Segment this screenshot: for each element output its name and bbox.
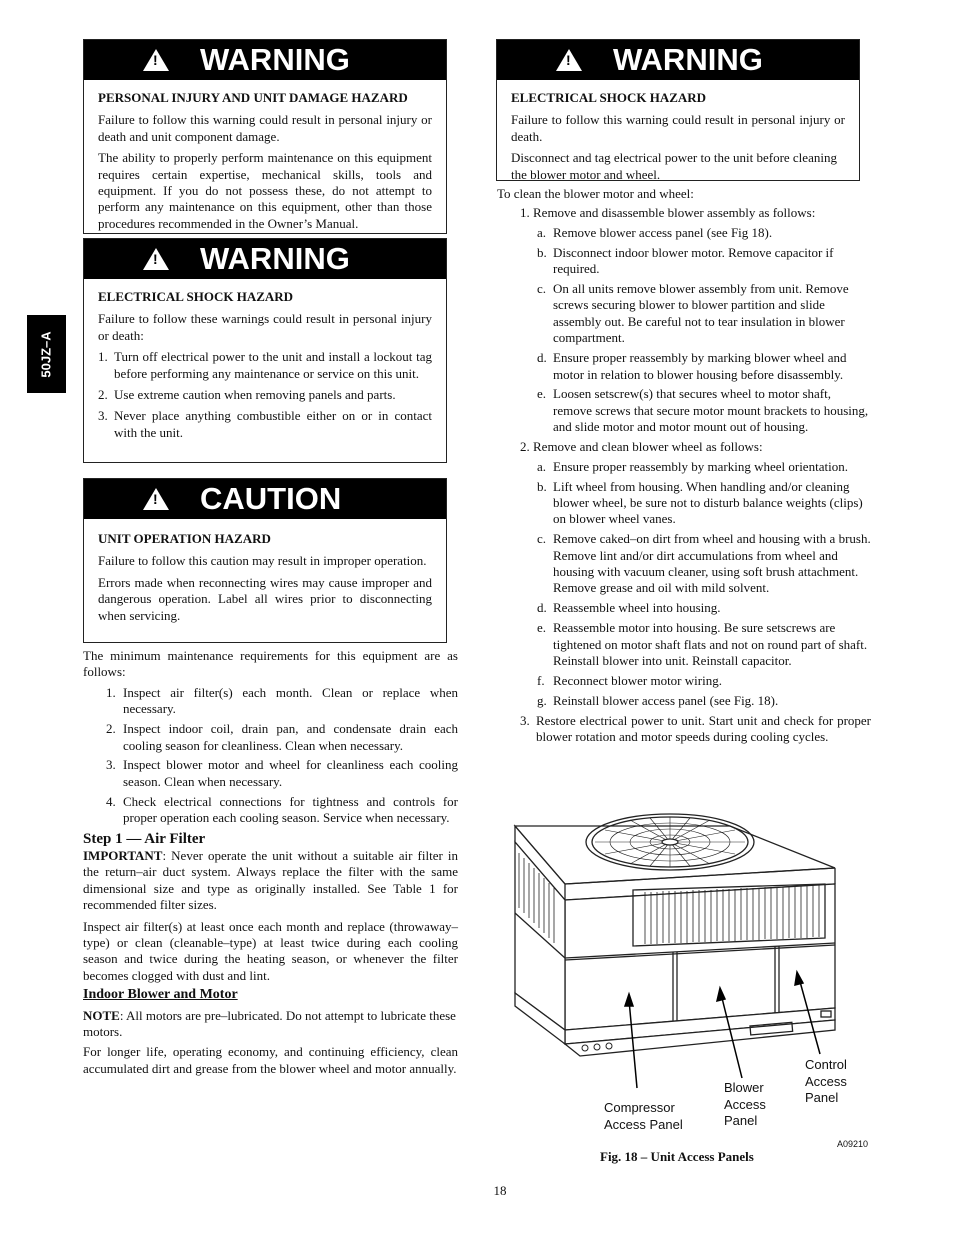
caution-text: Failure to follow this caution may result in improper operation. [98,553,427,569]
list-item: c. Remove caked–on dirt from wheel and housing with a brush. Remove lint and/or dirt accumulations from wheel and housing with vacuum cleaner, using soft brush attachment. Remove grease and oil with mild solvent. [537,531,871,596]
warning-header [497,40,859,80]
control-access-panel-label: Control Access Panel [805,1057,847,1105]
list-item: d. Ensure proper reassembly by marking blower wheel and motor in relation to blower housing before disassembly. [537,350,847,382]
warning-title: WARNING [200,42,350,77]
section-heading: Step 1 — Air Filter [83,830,206,847]
warning-header [84,40,446,80]
hazard-title: UNIT OPERATION HAZARD [98,531,271,546]
list-item: 1. Inspect air filter(s) each month. Clean or replace when necessary. [106,684,458,717]
caution-header [84,479,446,519]
figure-caption: Fig. 18 – Unit Access Panels [600,1149,754,1164]
warning-text: Disconnect and tag electrical power to the unit before cleaning the blower motor and wheel. [511,150,837,182]
caution-text: Errors made when reconnecting wires may cause improper and dangerous operation. Label all wires prior to disconnecting when servicing. [98,574,432,623]
list-item: 1. Turn off electrical power to the unit and install a lockout tag before performing any maintenance or service on this unit. [98,349,432,381]
list-item: a. Remove blower access panel (see Fig 18). [537,224,773,240]
warning-text: The ability to properly perform maintenance on this equipment requires certain expertise, mechanical skills, tools and equipment. If you do not possess these, do not attempt to perform any maintenance on this equipment, other than those procedures recommended in the Owner’s Manual. [98,150,432,231]
list-item: f. Reconnect blower motor wiring. [537,672,722,688]
side-tab-label: 50JZ–A [39,330,54,378]
warning-triangle-icon [143,49,169,71]
warning-title: WARNING [200,241,350,276]
list-item: b. Disconnect indoor blower motor. Remove capacitor if required. [537,244,834,277]
important-paragraph: IMPORTANT: Never operate the unit without a suitable air filter in the return–air duct system. Always replace the filter with the same dimensional size and type as originally installed. See Table 1 for recommended filter sizes. [83,847,458,913]
compressor-access-panel-label: Compressor Access Panel [604,1100,683,1132]
warning-triangle-icon [143,248,169,270]
unit-access-panels-illustration [505,798,850,1128]
warning-text: Failure to follow these warnings could result in personal injury or death: [98,311,432,343]
list-item: b. Lift wheel from housing. When handling and/or cleaning blower wheel, be sure not to disturb balance weights (clips) on blower wheel vanes. [537,478,863,527]
list-item: 3. Restore electrical power to unit. Start unit and check for proper blower rotation and motor speeds during cooling cycles. [520,712,871,745]
list-item: 2. Inspect indoor coil, drain pan, and condensate drain each cooling season for cleanliness. Clean when necessary. [106,721,458,753]
warning-title: WARNING [613,42,763,77]
paragraph: For longer life, operating economy, and continuing efficiency, clean accumulated dirt and grease from the blower wheel and motor annually. [83,1044,458,1076]
list-item: 3. Inspect blower motor and wheel for cleanliness each cooling season. Clean when necessary. [106,757,458,789]
list-item: 3. Never place anything combustible either on or in contact with the unit. [98,408,432,440]
warning-text: Failure to follow this warning could result in personal injury or death. [511,112,845,144]
list-item: e. Reassemble motor into housing. Be sure setscrews are tightened on motor shaft flats and not on round part of shaft. Reinstall blower into unit. Reinstall capacitor. [537,620,868,669]
caution-title: CAUTION [200,481,342,516]
right-column [497,186,871,749]
warning-triangle-icon [556,49,582,71]
left-column [83,648,458,1077]
blower-intro: To clean the blower motor and wheel: [497,186,694,201]
hazard-title: ELECTRICAL SHOCK HAZARD [98,289,294,304]
step-heading: 2. Remove and clean blower wheel as follows: [520,439,763,455]
list-item: d. Reassemble wheel into housing. [537,600,721,616]
side-tab [27,315,66,393]
note-paragraph: NOTE: All motors are pre–lubricated. Do not attempt to lubricate these motors. [83,1007,456,1040]
warning-box-personal-injury [83,39,447,234]
list-item: 2. Use extreme caution when removing panels and parts. [98,387,396,403]
blower-access-panel-label: Blower Access Panel [724,1080,766,1128]
list-item: a. Ensure proper reassembly by marking wheel orientation. [537,458,848,474]
step-heading: 1. Remove and disassemble blower assembly as follows: [520,205,816,221]
subsection-heading: Indoor Blower and Motor [83,987,238,1003]
paragraph: Inspect air filter(s) at least once each month and replace (throwaway–type) or clean (cleanable–type) at least twice during each cooling season and twice during the heating season, or whenever the filter becomes clogged with dust and lint. [83,918,458,983]
caution-triangle-icon [143,488,169,510]
warning-header [84,239,446,279]
hazard-title: ELECTRICAL SHOCK HAZARD [511,90,707,105]
figure-code: A09210 [837,1139,869,1149]
list-item: 4. Check electrical connections for tightness and controls for proper operation each cooling season. Service when necessary. [106,793,458,826]
list-item: e. Loosen setscrew(s) that secures wheel to motor shaft, remove screws that secure motor mount brackets to housing, and slide motor and motor mount out of housing. [537,386,869,435]
page-number: 18 [493,1183,507,1198]
list-item: c. On all units remove blower assembly from unit. Remove screws securing blower to blower partition and slide assembly out. Be careful not to tear insulation in blower compartment. [537,281,849,346]
maintenance-intro: The minimum maintenance requirements for this equipment are as follows: [83,648,458,680]
warning-list [98,349,432,441]
warning-box-electrical-shock [83,238,447,463]
caution-box-unit-operation [83,478,447,643]
warning-text: Failure to follow this warning could result in personal injury or death and unit component damage. [98,112,432,144]
list-item: g. Reinstall blower access panel (see Fig. 18). [537,692,779,708]
warning-box-electrical-shock-blower [496,39,860,181]
hazard-title: PERSONAL INJURY AND UNIT DAMAGE HAZARD [98,90,408,105]
